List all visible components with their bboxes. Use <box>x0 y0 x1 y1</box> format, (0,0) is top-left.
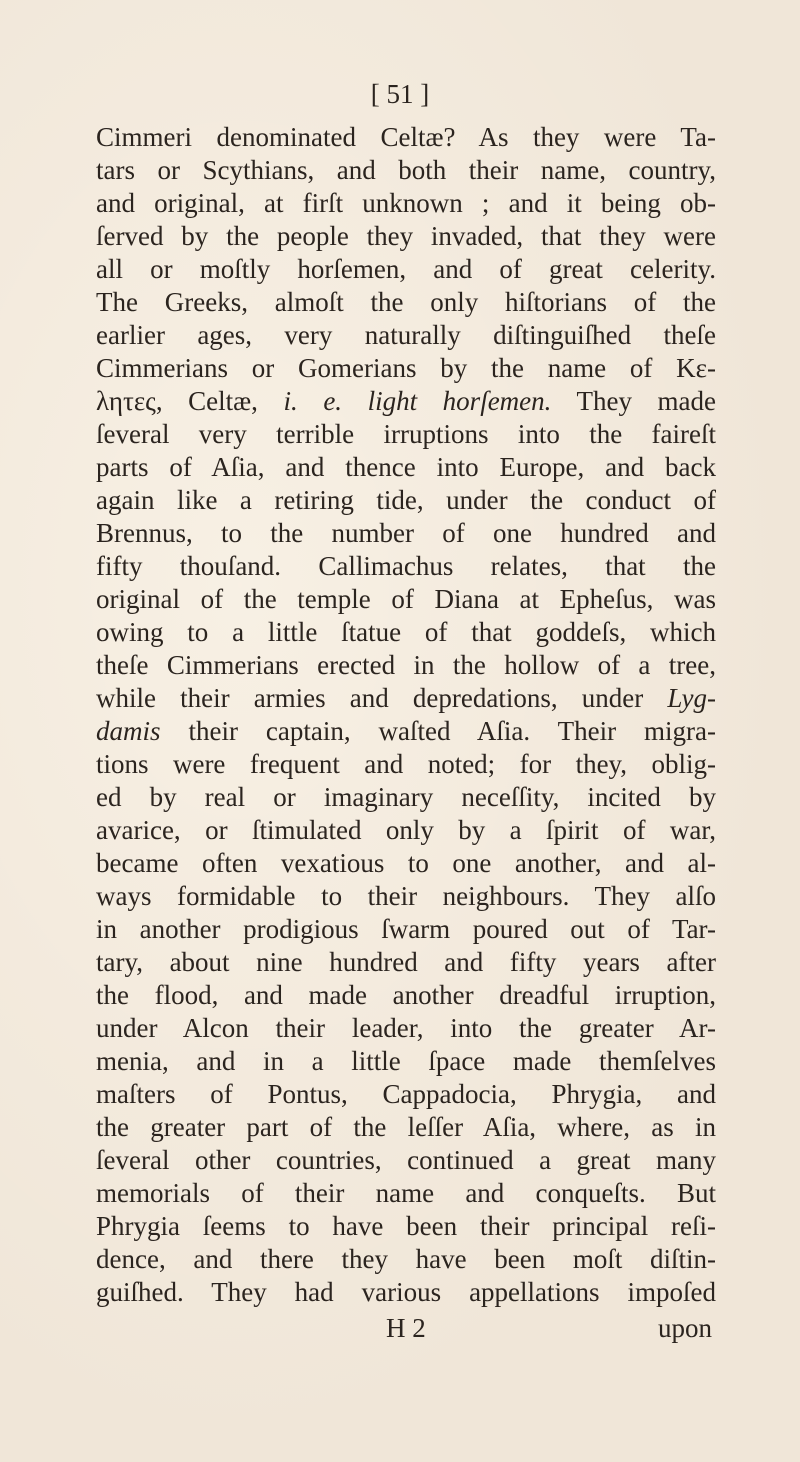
text-line: Cimmerians or Gomerians by the name of Κε- <box>96 353 716 383</box>
text-line: maſters of Pontus, Cappadocia, Phrygia, and <box>96 1079 716 1109</box>
catchword: upon <box>658 1313 712 1343</box>
body-text <box>96 121 716 1309</box>
text-line <box>96 682 716 715</box>
line-text: while their armies and depredations, under <box>96 683 668 713</box>
text-line: earlier ages, very naturally diſtinguiſhed theſe <box>96 320 716 350</box>
line-text: their captain, waſted Aſia. Their migra- <box>160 716 716 746</box>
text-line: Cimmeri denominated Celtæ? As they were Ta- <box>96 122 716 152</box>
text-line: the greater part of the leſſer Aſia, where, as in <box>96 1112 716 1142</box>
text-line: tary, about nine hundred and fifty years after <box>96 947 716 977</box>
line-text: λητες, Celtæ, <box>96 386 284 416</box>
text-line: ed by real or imaginary neceſſity, incited by <box>96 782 716 812</box>
text-line: under Alcon their leader, into the greater Ar- <box>96 1013 716 1043</box>
text-line: Brennus, to the number of one hundred and <box>96 518 716 548</box>
page-footer <box>96 1312 716 1345</box>
text-line: in another prodigious ſwarm poured out of Tar- <box>96 914 716 944</box>
text-line: original of the temple of Diana at Epheſus, was <box>96 584 716 614</box>
text-line: The Greeks, almoſt the only hiſtorians of the <box>96 287 716 317</box>
text-line: tars or Scythians, and both their name, country, <box>96 155 716 185</box>
page-number: [ 51 ] <box>370 79 430 109</box>
text-line: tions were frequent and noted; for they, oblig- <box>96 749 716 779</box>
line-text: They made <box>551 386 717 416</box>
text-line: fifty thouſand. Callimachus relates, that the <box>96 551 716 581</box>
text-line <box>96 715 716 748</box>
italic-text: i. e. light horſemen. <box>283 386 552 416</box>
text-line: menia, and in a little ſpace made themſelves <box>96 1046 716 1076</box>
text-line: owing to a little ſtatue of that goddeſs, which <box>96 617 716 647</box>
text-line: and original, at firſt unknown ; and it being ob- <box>96 188 716 218</box>
text-line: again like a retiring tide, under the conduct of <box>96 485 716 515</box>
text-line: became often vexatious to one another, and al- <box>96 848 716 878</box>
text-line: guiſhed. They had various appellations impoſed <box>96 1277 716 1307</box>
text-line: ſerved by the people they invaded, that they were <box>96 221 716 251</box>
text-line: the flood, and made another dreadful irruption, <box>96 980 716 1010</box>
text-line: ſeveral very terrible irruptions into the faireſt <box>96 419 716 449</box>
text-line <box>96 385 716 418</box>
text-line: theſe Cimmerians erected in the hollow of a tree, <box>96 650 716 680</box>
text-line: all or moſtly horſemen, and of great celerity. <box>96 254 716 284</box>
text-line: ſeveral other countries, continued a great many <box>96 1145 716 1175</box>
italic-text: damis <box>96 716 161 746</box>
italic-text: Lyg- <box>667 683 716 713</box>
text-line: Phrygia ſeems to have been their principal reſi- <box>96 1211 716 1241</box>
text-line: parts of Aſia, and thence into Europe, and back <box>96 452 716 482</box>
text-line: dence, and there they have been moſt diſtin- <box>96 1244 716 1274</box>
text-line: avarice, or ſtimulated only by a ſpirit of war, <box>96 815 716 845</box>
text-line: memorials of their name and conqueſts. But <box>96 1178 716 1208</box>
signature-mark: H 2 <box>386 1313 426 1343</box>
text-line: ways formidable to their neighbours. They alſo <box>96 881 716 911</box>
